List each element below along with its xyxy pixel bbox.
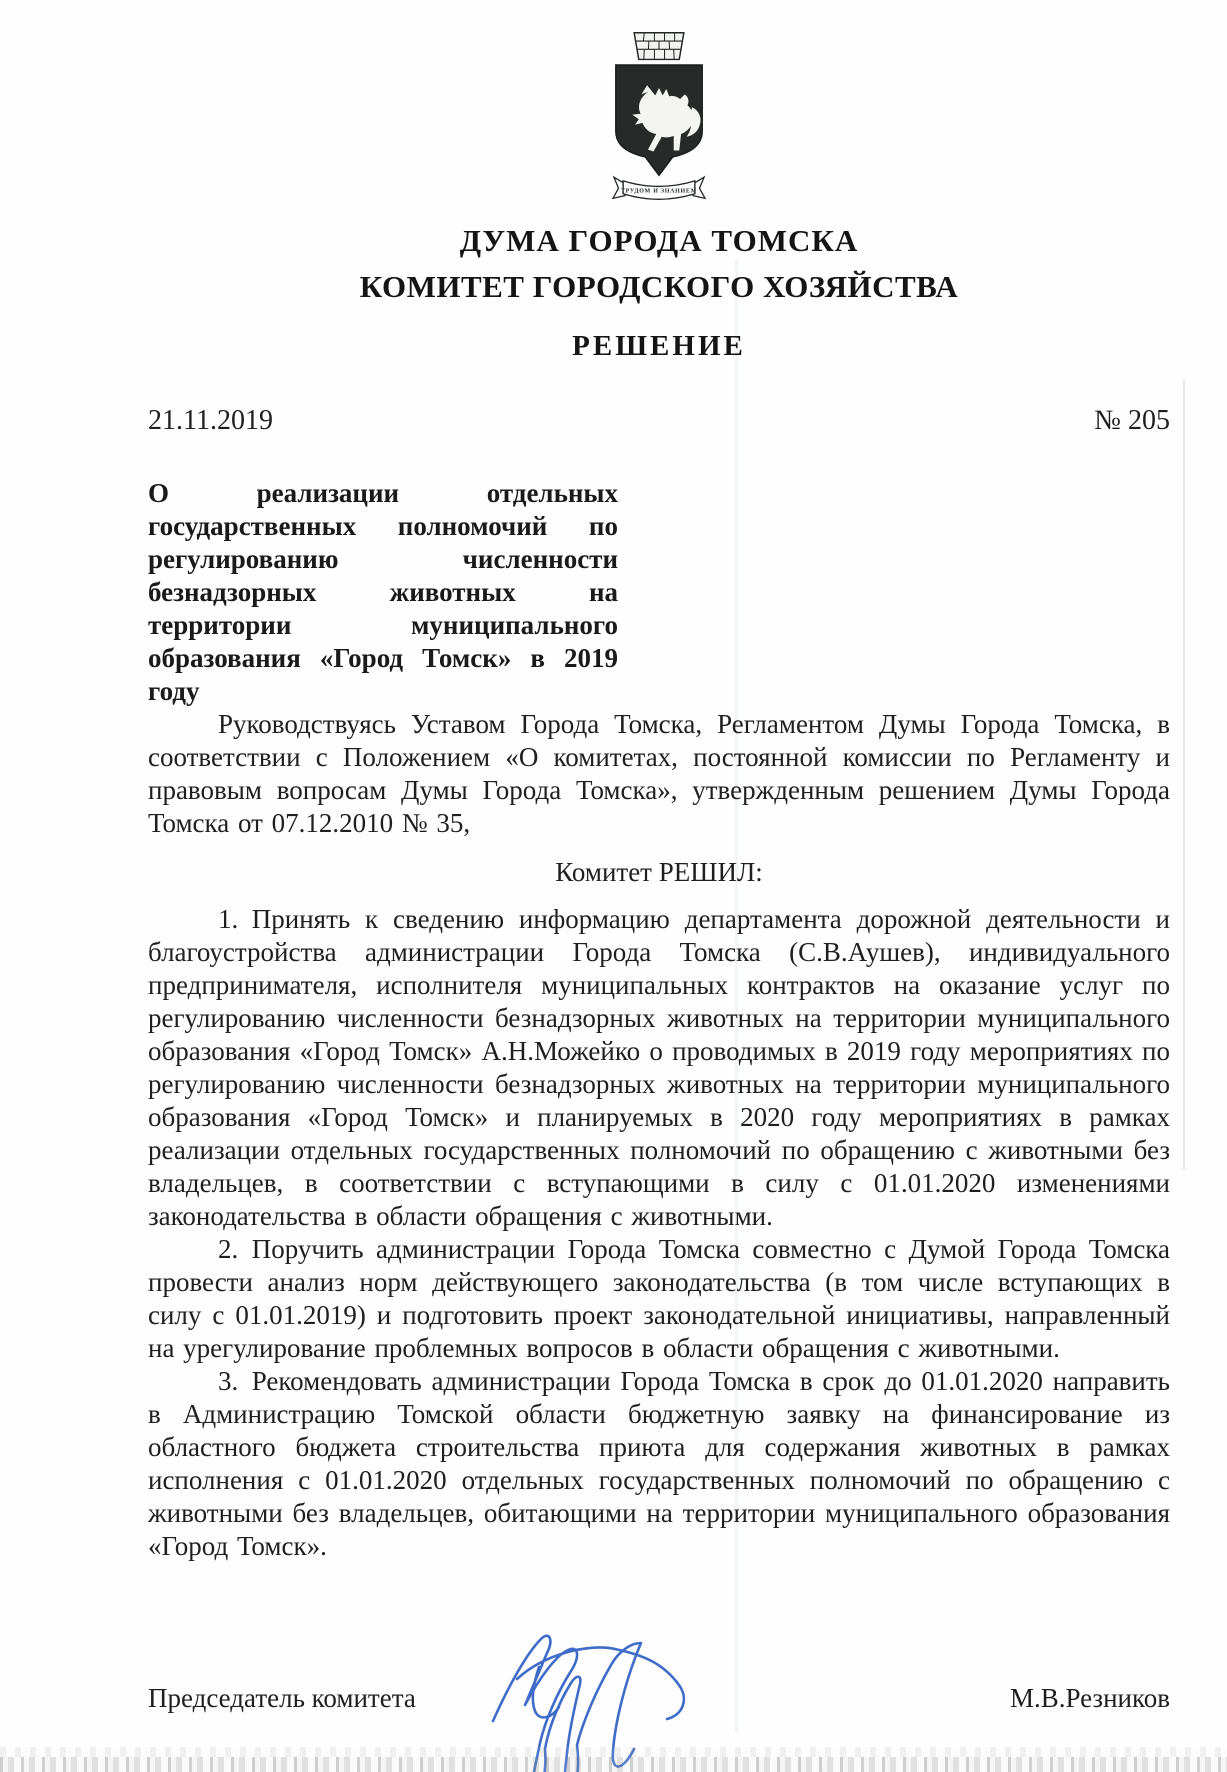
preamble-paragraph: Руководствуясь Уставом Города Томска, Регламентом Думы Города Томска, в соответствии с Положением «О комитетах, постоянной комиссии по Регламенту и правовым вопросам Думы Города Томска», утвержденным решением Думы Города Томска от 07.12.2010 № 35, bbox=[148, 709, 1170, 838]
emblem-shield bbox=[616, 65, 702, 175]
signature-row bbox=[148, 1681, 1170, 1715]
resolution-item-3: 3. Рекомендовать администрации Города Томска в срок до 01.01.2020 направить в Администрацию Томской области бюджетную заявку на финансирование из областного бюджета строительства приюта для содержания животных в рамках исполнения с 01.01.2020 отдельных государственных полномочий по обращению с животными без владельцев, обитающими на территории муниципального образования «Город Томск». bbox=[148, 1366, 1170, 1561]
signature-name: М.В.Резников bbox=[1009, 1683, 1170, 1713]
subject-paragraph: О реализации отдельных государственных полномочий по регулированию численности безнадзорных животных на территории муниципального образования «Город Томск» в 2019 году bbox=[148, 478, 618, 706]
motto-ribbon bbox=[613, 177, 705, 199]
tomsk-coat-of-arms bbox=[606, 30, 712, 214]
document-type-title: РЕШЕНИЕ bbox=[572, 330, 746, 362]
resolution-heading: Комитет РЕШИЛ: bbox=[555, 857, 763, 887]
organization-name: ДУМА ГОРОДА ТОМСКА bbox=[459, 223, 859, 258]
resolution-item-1: 1. Принять к сведению информацию департамента дорожной деятельности и благоустройства администрации Города Томска (С.В.Аушев), индивидуального предпринимателя, исполнителя муниципальных контрактов на оказание услуг по регулированию численности безнадзорных животных на территории муниципального образования «Город Томск» А.Н.Можейко о проводимых в 2019 году мероприятиях по регулированию численности безнадзорных животных на территории муниципального образования «Город Томск» и планируемых в 2020 году мероприятиях в рамках реализации отдельных государственных полномочий по обращению с животными без владельцев, в соответствии с вступающими в силу с 01.01.2020 изменениями законодательства в области обращения с животными. bbox=[148, 904, 1170, 1231]
scan-noise-band bbox=[0, 1757, 1227, 1772]
signature-title: Председатель комитета bbox=[148, 1683, 416, 1713]
document-content bbox=[0, 30, 1227, 1715]
handwritten-signature bbox=[483, 1593, 718, 1772]
mural-crown-icon bbox=[634, 33, 684, 60]
document-number: № 205 bbox=[1094, 405, 1170, 436]
document-meta-row bbox=[148, 404, 1170, 437]
resolution-items bbox=[148, 903, 1170, 1563]
resolution-item-2: 2. Поручить администрации Города Томска совместно с Думой Города Томска провести анализ норм действующего законодательства (в том числе вступающих в силу с 01.01.2019) и подготовить проект законодательной инициативы, направленный на урегулирование проблемных вопросов в области обращения с животными. bbox=[148, 1234, 1170, 1363]
committee-name: КОМИТЕТ ГОРОДСКОГО ХОЗЯЙСТВА bbox=[359, 269, 959, 304]
document-date: 21.11.2019 bbox=[148, 405, 273, 436]
motto-text: ТРУДОМ И ЗНАНИЕМ bbox=[620, 188, 698, 195]
scan-noise-band bbox=[0, 1747, 1227, 1757]
